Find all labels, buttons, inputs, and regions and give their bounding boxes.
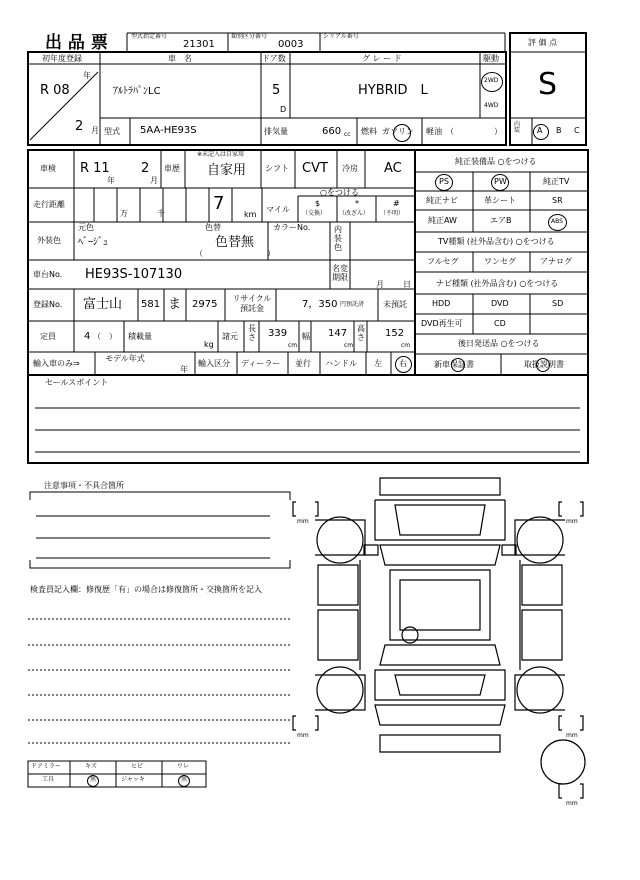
doors-value: 5: [272, 83, 281, 98]
tv-title: TV種類 (社外品含む) ○をつける: [438, 237, 555, 246]
mileage-value: 7: [213, 193, 225, 214]
chassis-label: 車台No.: [33, 270, 63, 279]
score-label: 評 価 点: [528, 38, 558, 47]
capacity-value: 4: [84, 331, 91, 342]
fuel-diesel: 軽油: [426, 127, 442, 136]
length-value: 339: [268, 328, 288, 339]
month-unit: 月: [91, 126, 99, 135]
crack-label: ヒビ: [131, 763, 144, 770]
navi-hdd: HDD: [432, 299, 451, 308]
width-value: 147: [328, 328, 348, 339]
color-change-label: 色替: [205, 223, 221, 232]
shift-value: CVT: [302, 161, 328, 176]
model-value: 5AA-HE93S: [140, 125, 197, 136]
kg-unit: kg: [204, 340, 214, 349]
displacement-label: 排気量: [264, 127, 288, 136]
opt-sr: SR: [552, 196, 563, 205]
hash-sub: （不明）: [380, 210, 405, 217]
ownership-label: 名変期限: [332, 264, 348, 282]
jack-circle: [178, 775, 190, 787]
doors-label: ドア数: [262, 54, 286, 63]
type-cert-value: 21301: [183, 39, 215, 50]
class-value: 0003: [278, 39, 304, 50]
ownership-month: 月: [376, 280, 384, 289]
tool-circle: [87, 775, 99, 787]
chassis-value: HE93S-107130: [85, 267, 183, 282]
interior-color-label: 内装色: [334, 225, 342, 252]
length-label: 長さ: [248, 324, 256, 342]
right-circle: [395, 356, 412, 373]
fuel-gas: ガソリン: [382, 127, 414, 136]
model-label: 型式: [104, 127, 120, 136]
right-label: 右: [399, 359, 407, 368]
vehicle-type-value: 自家用: [207, 163, 247, 178]
inspector-label: 検査員記入欄：修復歴「有」の場合は修復箇所・交換箇所を記入: [30, 585, 262, 594]
type-cert-label: 型式指定番号: [131, 33, 168, 40]
dealer-label: ディーラー: [241, 359, 281, 368]
left-label: 左: [374, 359, 382, 368]
tool-label: 工具: [42, 776, 55, 783]
car-name-label: 車 名: [168, 54, 192, 63]
navi-sd: SD: [552, 299, 564, 308]
first-reg-label: 初年度登録: [42, 54, 82, 63]
ac-value: AC: [384, 161, 402, 176]
vehicle-type-label: 車歴: [164, 164, 180, 173]
hash: #: [393, 199, 400, 208]
width-unit: cm: [344, 342, 354, 349]
height-value: 152: [385, 328, 405, 339]
opt-leather: 革シート: [484, 196, 516, 205]
man-unit: 万: [120, 209, 128, 218]
mm-rl: mm: [297, 732, 309, 739]
opt-pw: PW: [494, 177, 507, 186]
fuel-label: 燃料: [361, 127, 377, 136]
first-reg-month: 2: [75, 119, 84, 134]
width-label: 幅: [302, 332, 310, 341]
displacement-value: 660: [322, 126, 342, 137]
opt-abs: ABS: [551, 218, 563, 225]
score-value: S: [538, 67, 558, 102]
mile-label: マイル: [266, 205, 290, 214]
tv-analog: アナログ: [540, 257, 572, 266]
interior-label: 内装: [514, 121, 521, 134]
displacement-unit: cc: [344, 131, 351, 138]
tv-full: フルセグ: [427, 257, 459, 266]
tv-one: ワンセグ: [484, 257, 516, 266]
interior-b: B: [556, 126, 562, 135]
navi-dvd: DVD: [491, 299, 509, 308]
later-warranty: 新車保証書: [434, 360, 474, 369]
plate-region: 富士山: [83, 297, 123, 312]
plate-kana: ま: [168, 297, 182, 312]
tool-value: 無: [90, 776, 97, 783]
navi-dvd-play: DVD再生可: [421, 319, 463, 328]
inspection-year-unit: 年: [107, 176, 115, 185]
dollar: $: [315, 199, 321, 208]
inspection-month: 2: [141, 161, 150, 176]
vehicle-type-note: ※未記入は自家用: [197, 151, 245, 158]
recycle-value: 7，350: [302, 299, 338, 310]
serial-label: シリアル番号: [323, 33, 359, 40]
later-title: 後日発送品 ○をつける: [458, 339, 540, 348]
opt-pw-circle: [491, 174, 509, 191]
handle-label: ハンドル: [325, 359, 357, 368]
car-diagram: [293, 478, 585, 798]
plate-label: 登録No.: [33, 300, 63, 309]
car-name-value: ｱﾙﾄﾗﾊﾟﾝLC: [113, 86, 161, 97]
grade-label: グ レ ー ド: [362, 54, 402, 63]
model-year-unit: 年: [180, 365, 188, 374]
sen-unit: 千: [157, 209, 165, 218]
color-change-value: 色替無: [215, 235, 255, 250]
fuel-paren: （ ）: [446, 127, 502, 136]
opt-ps: PS: [439, 177, 449, 186]
mm-fr: mm: [566, 518, 578, 525]
ac-label: 冷房: [342, 164, 358, 173]
length-unit: cm: [288, 342, 298, 349]
model-year-label: モデル年式: [105, 354, 145, 363]
parallel-label: 並行: [295, 359, 311, 368]
later-manual-circle: [536, 358, 550, 372]
navi-title: ナビ種類 (社外品含む) ○をつける: [436, 279, 559, 288]
fuel-gas-circle: [393, 124, 411, 142]
genuine-title: 純正装備品 ○をつける: [455, 157, 537, 166]
mm-rr: mm: [566, 732, 578, 739]
year-unit: 年: [83, 71, 91, 80]
original-color-label: 元色: [78, 223, 94, 232]
height-unit: cm: [401, 342, 411, 349]
navi-cd: CD: [494, 319, 506, 328]
sales-point-label: セールスポイント: [45, 378, 109, 387]
class-label: 類別区分番号: [231, 33, 268, 40]
jack-value: 無: [181, 776, 188, 783]
color-paren: （ ）: [195, 249, 275, 258]
drive-2wd-circle: [481, 72, 503, 92]
star-sub: （改ざん）: [339, 210, 370, 217]
km-unit: km: [244, 210, 257, 219]
break-label: ワレ: [177, 763, 190, 770]
plate-number: 2975: [192, 299, 218, 310]
doors-d: D: [280, 105, 287, 114]
interior-c: C: [574, 126, 580, 135]
first-reg-era: R 08: [40, 83, 70, 98]
star: *: [355, 199, 359, 208]
opt-airbag: エアB: [490, 216, 512, 225]
color-no-label: カラーNo.: [273, 223, 311, 232]
grade-value: HYBRID L: [358, 83, 428, 98]
original-color-value: ﾍﾞｰｼﾞｭ: [78, 237, 108, 248]
form-title: 出 品 票: [45, 33, 108, 53]
mm-fl: mm: [297, 518, 309, 525]
notes-label: 注意事項・不具合箇所: [44, 481, 124, 490]
interior-a: A: [537, 126, 543, 135]
later-manual: 取扱説明書: [524, 360, 564, 369]
import-class-label: 輸入区分: [198, 359, 230, 368]
recycle-unit: 円預託済: [340, 301, 365, 308]
inspection-label: 車検: [40, 164, 56, 173]
drive-4wd: 4WD: [484, 102, 499, 109]
mirror-label: ドアミラー: [31, 763, 61, 770]
inspection-month-unit: 月: [150, 176, 158, 185]
opt-abs-circle: [548, 214, 567, 231]
scratch-label: キズ: [85, 763, 97, 770]
recycle-label: リサイクル預託金: [232, 294, 272, 313]
height-label: 高さ: [357, 324, 365, 342]
load-label: 積載量: [128, 332, 152, 341]
import-label: 輸入車のみ⇒: [33, 359, 80, 368]
exterior-label: 外装色: [37, 236, 61, 245]
opt-aw: 純正AW: [428, 216, 457, 225]
shift-label: シフト: [265, 164, 289, 173]
opt-ps-circle: [435, 174, 453, 191]
plate-class: 581: [141, 299, 161, 310]
circle-note: ○をつける: [320, 188, 359, 197]
ownership-day: 日: [403, 280, 411, 289]
drive-label: 駆動: [483, 54, 499, 63]
mileage-label: 走行距離: [33, 200, 65, 209]
drive-2wd: 2WD: [484, 77, 499, 84]
dims-label: 諸元: [222, 332, 238, 341]
jack-label: ジャッキ: [121, 776, 145, 783]
dollar-sub: （交換）: [302, 210, 327, 217]
opt-navi: 純正ナビ: [426, 196, 458, 205]
recycle-unpaid: 未預託: [383, 300, 407, 309]
mm-spare: mm: [566, 800, 578, 807]
later-warranty-circle: [451, 358, 465, 372]
opt-tv: 純正TV: [543, 177, 570, 186]
capacity-label: 定員: [40, 332, 56, 341]
inspection-era: R 11: [80, 161, 110, 176]
capacity-paren: （ ）: [93, 332, 117, 341]
